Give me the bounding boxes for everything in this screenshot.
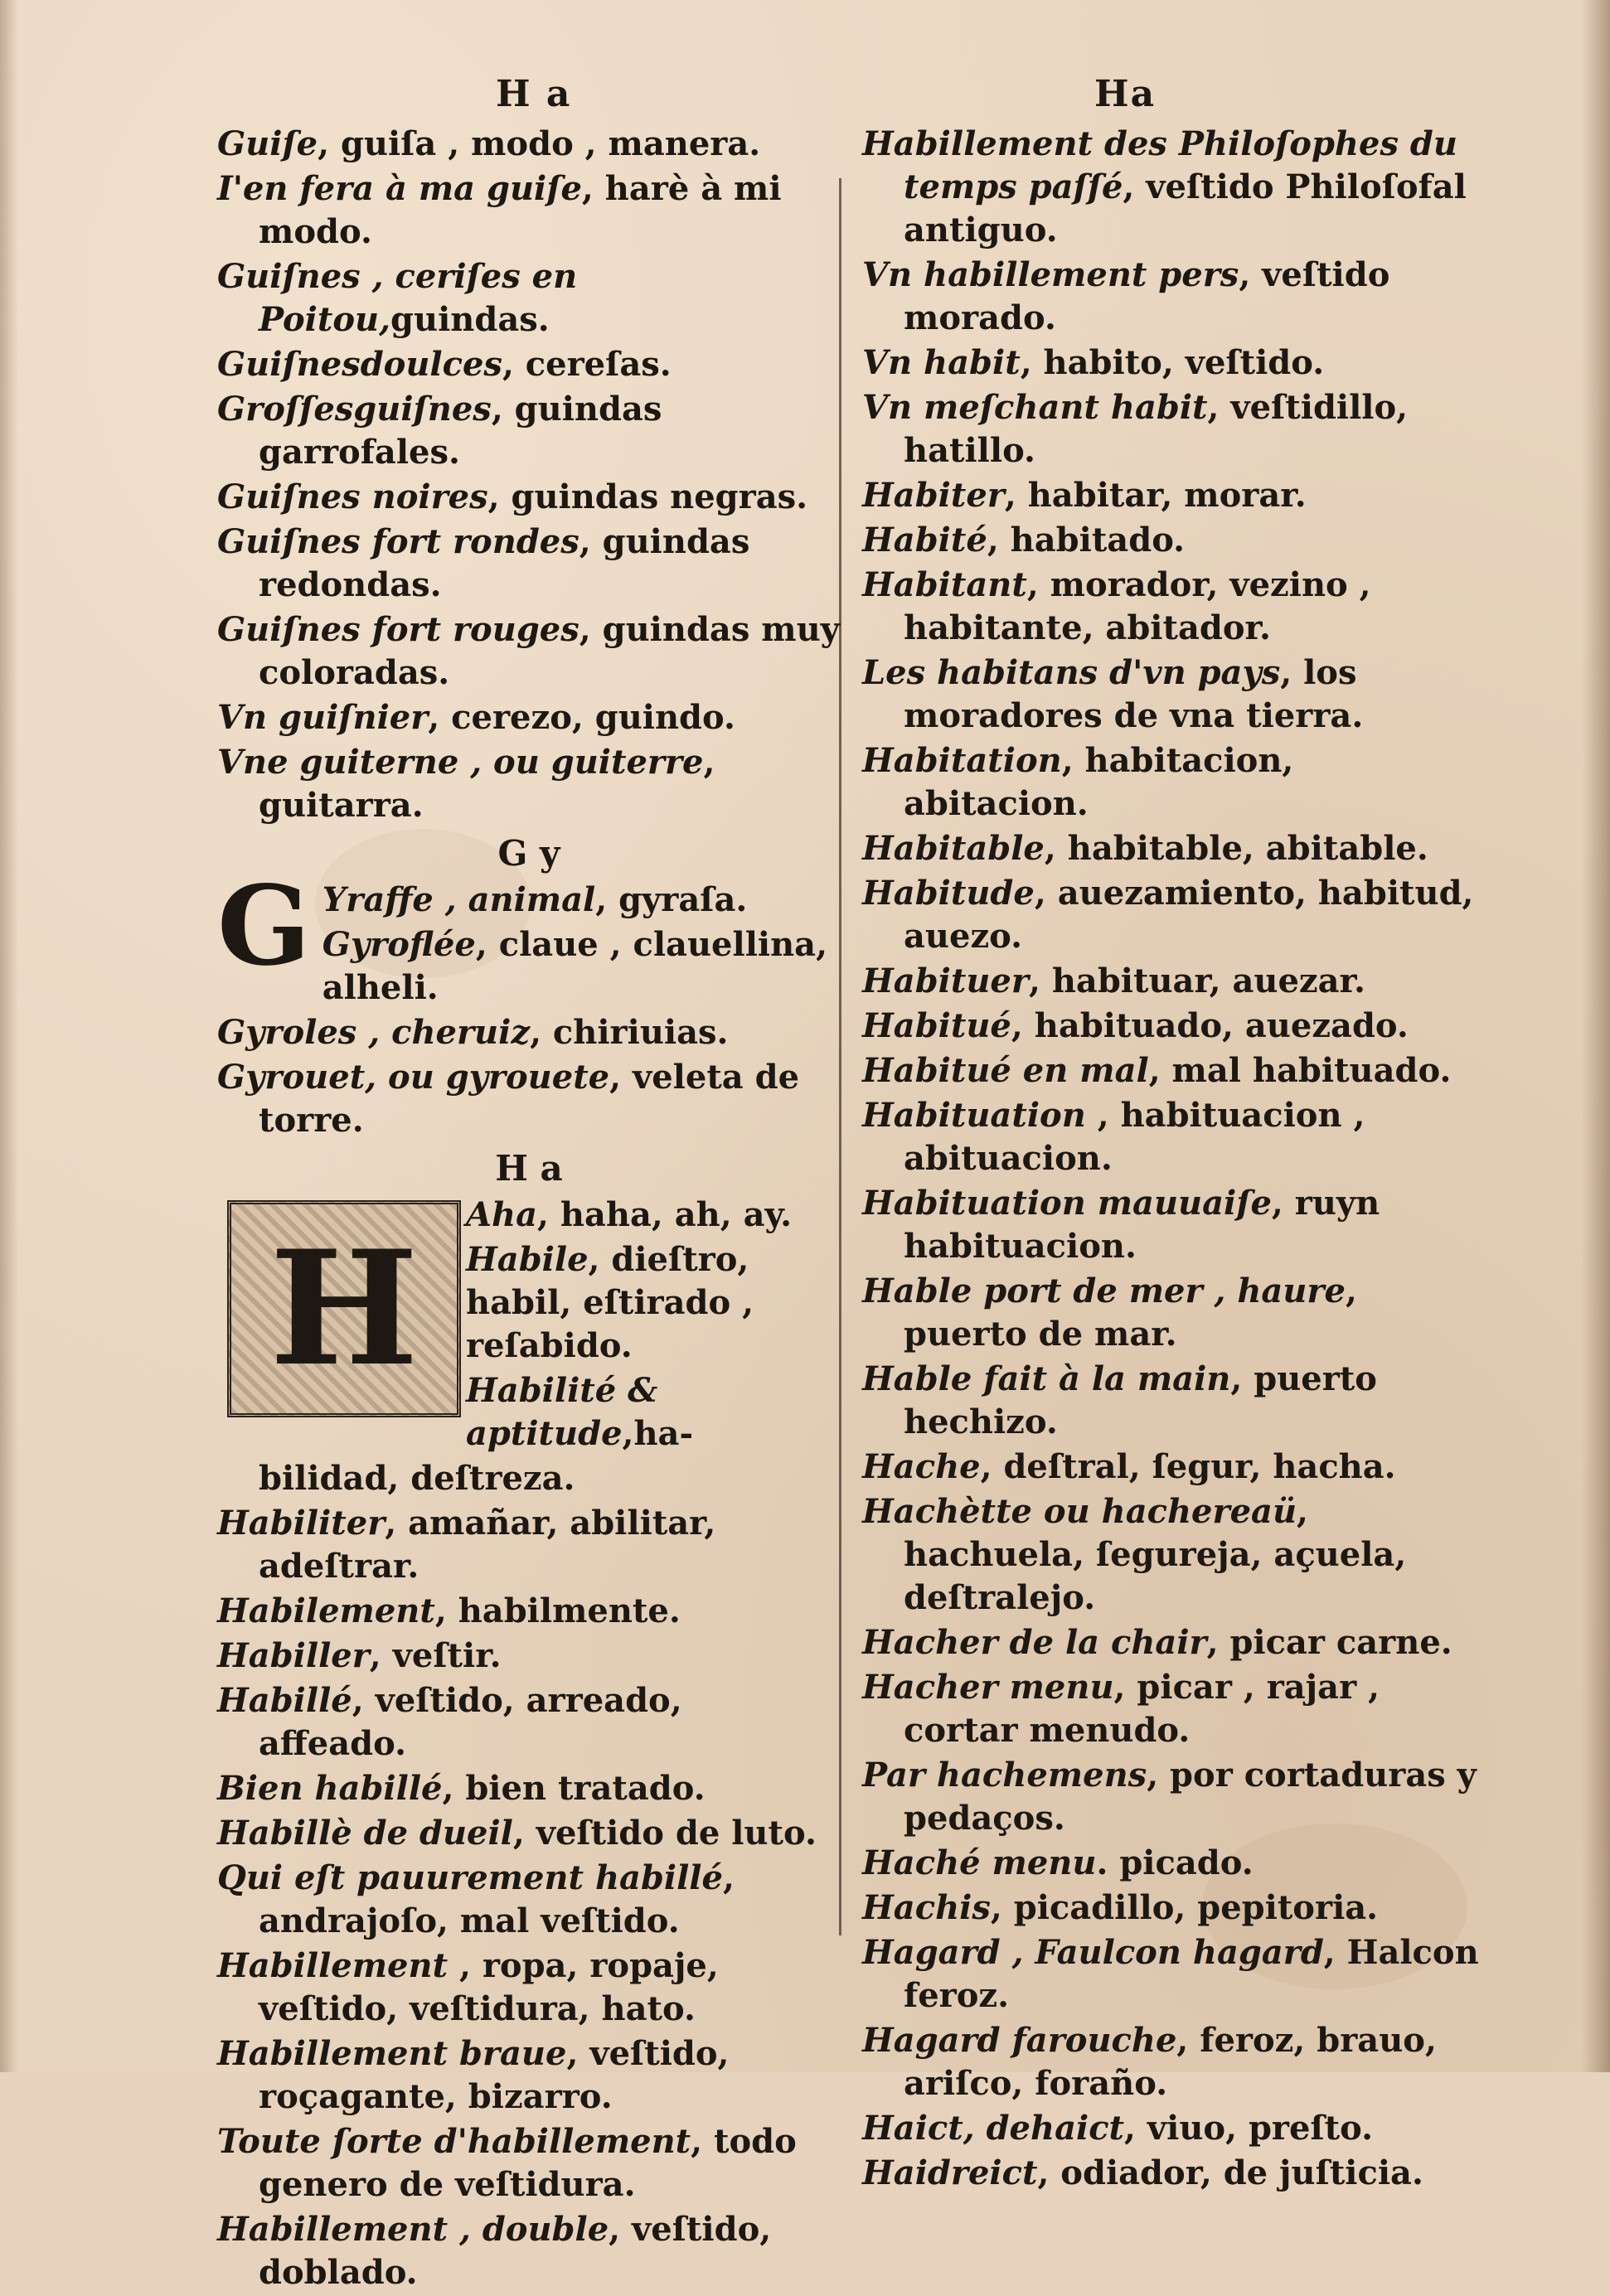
spanish-gloss: ,ha- [622,1414,694,1453]
spanish-gloss: , Halcon feroz. [904,1933,1479,2015]
spanish-gloss: , cereſas. [502,345,672,384]
dictionary-entry [862,1270,1486,1356]
spanish-gloss: , amañar, abilitar, adeſtrar. [259,1504,716,1586]
dictionary-entry [217,343,841,386]
spanish-gloss: , habilmente. [434,1591,681,1630]
ornamental-initial-h [227,1200,461,1417]
page-edge-right [1582,0,1610,2072]
spanish-gloss: , veſtido de luto. [512,1814,817,1853]
dictionary-entry [217,1679,841,1766]
french-term: Habitable [862,829,1045,868]
left-running-head: H a [496,73,572,115]
french-term: Habitué en mal [862,1051,1149,1090]
french-term: Guiſnes , ceriſes en Poitou, [217,257,578,339]
french-term: Hacher menu [862,1668,1114,1707]
french-term: Hable fait à la main [862,1359,1231,1398]
dictionary-entry [217,476,841,519]
french-term: Habiller [217,1636,370,1675]
dictionary-entry [862,872,1486,958]
dictionary-entry [862,519,1486,562]
french-term: Les habitans d'vn pays [862,653,1281,692]
french-term: Guiſnes noires [217,477,488,516]
right-column [862,123,1486,2197]
french-term: Habillement [217,1946,449,1985]
dictionary-entry [217,1590,841,1633]
dictionary-entry [862,1490,1486,1620]
spanish-gloss: , ruyn habituacion. [904,1184,1380,1266]
dictionary-entry [217,1945,841,2031]
ha-side-entries [466,1194,841,1456]
spanish-gloss: , viuo, preſto. [1124,2109,1374,2148]
french-term: Par hachemens [862,1756,1147,1795]
french-term: Guiſnes fort rondes [217,522,580,561]
french-term: Guiſnesdoulces [217,345,502,384]
dictionary-entry [217,1635,841,1678]
dictionary-entry [862,1446,1486,1489]
dictionary-entry [862,1049,1486,1092]
french-term: I'en fera à ma guiſe [217,169,582,208]
spanish-gloss: , guindas negras. [487,477,808,516]
dictionary-entry [862,827,1486,870]
right-running-head: Ha [1094,73,1157,115]
french-term: Vne guiterne , ou guiterre [217,743,704,782]
french-term: Gyroles , cheruiz [217,1013,531,1052]
dictionary-entry [217,2208,841,2294]
dictionary-entry [862,2152,1486,2195]
dictionary-entry [217,1056,841,1142]
dictionary-entry [862,2019,1486,2105]
spanish-gloss: , habituado, auezado. [1011,1006,1409,1045]
dictionary-entry [862,1887,1486,1930]
dictionary-entry [466,1369,841,1456]
spanish-gloss: , guindas garrofales. [259,390,662,472]
dictionary-entry [217,2032,841,2119]
spanish-gloss: , ropa, ropaje, veſtido, veſtidura, hato. [259,1946,719,2028]
spanish-gloss: , veſtido, roçagante, bizarro. [259,2034,730,2116]
french-term: Haict, dehaict [862,2109,1125,2148]
dictionary-entry [862,1666,1486,1752]
page-edge-left [0,0,18,2072]
spanish-gloss: , habitacion, abitacion. [904,741,1294,823]
french-term: Habillè de dueil [217,1814,513,1853]
dictionary-entry [217,1502,841,1588]
spanish-gloss: , dieſtro, habil, eſtirado , reſabido. [466,1240,754,1365]
dictionary-entry [862,1931,1486,2017]
french-term: Habituer [862,962,1029,1000]
spanish-gloss: , claue , clauellina, alheli. [322,925,828,1007]
dictionary-entry [217,923,841,1010]
french-term: Hagard , Faulcon hagard [862,1933,1324,1972]
dictionary-entry [862,739,1486,826]
french-term: Guiſe [217,124,318,163]
spanish-gloss: , veleta de torre. [259,1058,800,1140]
dictionary-entry [862,1621,1486,1664]
french-term: Habillement des Philoſophes du temps paſſé [862,124,1457,206]
spanish-gloss: , veſtido morado. [904,255,1390,337]
spanish-gloss: , habituar, auezar. [1028,962,1365,1000]
french-term: Hachètte ou hachereaü [862,1492,1297,1531]
spanish-gloss: , picar carne. [1206,1623,1452,1662]
spanish-gloss: , cerezo, guindo. [428,698,735,737]
french-term: Toute ſorte d'habillement [217,2122,691,2161]
entries-before-gy [217,123,841,827]
dictionary-entry [217,1011,841,1054]
dictionary-entry [862,1182,1486,1268]
spanish-gloss: , habitar, morar. [1004,476,1307,515]
spanish-gloss: guindas. [390,300,550,339]
spanish-gloss: , habitado. [987,521,1186,559]
french-term: Habile [466,1240,589,1279]
dictionary-entry [862,123,1486,252]
french-term: Habiter [862,476,1005,515]
spanish-gloss: , haha, ah, ay. [537,1195,793,1234]
dictionary-entry [217,255,841,341]
french-term: Hable port de mer , haure [862,1272,1346,1310]
french-term: Guiſnes fort rouges [217,610,580,649]
dictionary-entry [862,341,1486,385]
dictionary-entry [862,386,1486,472]
spanish-gloss: , guindas redondas. [259,522,750,604]
dictionary-entry [217,388,841,474]
french-term: Habiliter [217,1504,386,1543]
spanish-gloss: , harè à mi modo. [259,169,782,251]
dictionary-entry [217,1767,841,1810]
spanish-gloss: , odiador, de juſticia. [1037,2153,1423,2192]
french-term: Vn habillement pers [862,255,1239,294]
french-term: Vn meſchant habit [862,388,1208,427]
french-term: Haché menu [862,1843,1097,1882]
entry-continuation: bilidad, deſtreza. [259,1459,575,1498]
dictionary-entry [862,1094,1486,1180]
section-heading-gy: G y [497,833,560,874]
french-term: Hachis [862,1888,991,1927]
french-term: Habilité & aptitude [466,1371,658,1453]
dictionary-entry [862,1842,1486,1885]
spanish-gloss: , habituacion , abituacion. [904,1096,1365,1178]
dictionary-entry [862,564,1486,650]
dictionary-entry [466,1238,841,1368]
french-term: Vn habit [862,343,1021,382]
spanish-gloss: , veſtir. [369,1636,502,1675]
dictionary-entry [862,1005,1486,1048]
french-term: Gyrouet, ou gyrouete [217,1058,610,1097]
spanish-gloss: , guiſa , modo , manera. [318,124,761,163]
spanish-gloss: , todo genero de veſtidura. [259,2122,797,2204]
spanish-gloss: , guitarra. [259,743,715,825]
french-term: Habilement [217,1591,435,1630]
spanish-gloss: , los moradores de vna tierra. [904,653,1364,735]
spanish-gloss: , habitable, abitable. [1044,829,1428,868]
spanish-gloss: , veſtido Philoſofal antiguo. [904,167,1467,249]
french-term: Habitué [862,1006,1011,1045]
french-term: Habillement , double [217,2210,609,2249]
drop-cap-g: G [217,879,311,991]
dictionary-entry [217,521,841,607]
dictionary-entry [862,1754,1486,1840]
spanish-gloss: , bien tratado. [442,1769,706,1808]
gy-section [217,879,841,1011]
french-term: Bien habillé [217,1769,443,1808]
spanish-gloss: , picadillo, pepitoria. [990,1888,1379,1927]
dictionary-entry [217,879,841,922]
dictionary-entry [862,960,1486,1003]
spanish-gloss: , veſtidillo, hatillo. [904,388,1409,470]
spanish-gloss: , gyraſa. [595,880,748,919]
spanish-gloss: , andrajoſo, mal veſtido. [259,1858,735,1940]
french-term: Yraffe , animal [322,880,596,919]
french-term: Hagard farouche [862,2021,1177,2060]
dictionary-entry [862,652,1486,738]
french-term: Habituation mauuaiſe [862,1184,1272,1223]
dictionary-entry [466,1194,841,1237]
spanish-gloss: , veſtido, arreado, affeado. [259,1681,682,1763]
dictionary-entry [217,167,841,254]
spanish-gloss: , veſtido, doblado. [259,2210,772,2292]
dictionary-entry [217,2120,841,2206]
french-term: Groſſesguiſnes [217,390,492,429]
dictionary-entry [217,696,841,739]
french-term: Habillé [217,1681,352,1720]
french-term: Habitation [862,741,1062,780]
spanish-gloss: , guindas muy coloradas. [259,610,840,692]
french-term: Vn guiſnier [217,698,429,737]
spanish-gloss: , picar , rajar , cortar menudo. [904,1668,1380,1750]
ha-section [217,1194,841,1456]
dictionary-entry [217,608,841,695]
french-term: Habillement braue [217,2034,567,2073]
dictionary-entry [217,741,841,827]
spanish-gloss: , auezamiento, habitud, auezo. [904,874,1474,956]
left-column [217,123,841,2296]
spanish-gloss: , feroz, brauo, ariſco, foraño. [904,2021,1437,2103]
dictionary-entry [217,1857,841,1943]
french-term: Habité [862,521,987,559]
french-term: Hacher de la chair [862,1623,1207,1662]
spanish-gloss: , mal habituado. [1148,1051,1452,1090]
french-term: Aha [466,1195,538,1234]
dictionary-entry [862,2107,1486,2150]
spanish-gloss: , chiriuias. [530,1013,729,1052]
dictionary-entry [862,254,1486,340]
spanish-gloss: , hachuela, ſegureja, açuela, deſtralejo. [904,1492,1407,1617]
french-term: Habitant [862,565,1027,604]
french-term: Gyroflée [322,925,476,964]
dictionary-entry [217,1812,841,1855]
french-term: Qui eſt pauurement habillé [217,1858,723,1897]
spanish-gloss: , deſtral, ſegur, hacha. [980,1447,1396,1486]
dictionary-entry [217,123,841,166]
dictionary-entry [862,474,1486,517]
spanish-gloss: , morador, vezino , habitante, abitador. [904,565,1371,647]
french-term: Hache [862,1447,981,1486]
spanish-gloss: , por cortaduras y pedaços. [904,1756,1477,1838]
spanish-gloss: , puerto de mar. [904,1272,1357,1354]
section-heading-ha: H a [495,1148,563,1189]
spanish-gloss: , puerto hechizo. [904,1359,1377,1441]
french-term: Haidreict [862,2153,1038,2192]
french-term: Habituation [862,1096,1086,1135]
dictionary-entry [862,1358,1486,1444]
spanish-gloss: , habito, veſtido. [1020,343,1325,382]
french-term: Habitude [862,874,1035,913]
spanish-gloss: . picado. [1096,1843,1254,1882]
drop-cap-h: H [269,1216,419,1401]
